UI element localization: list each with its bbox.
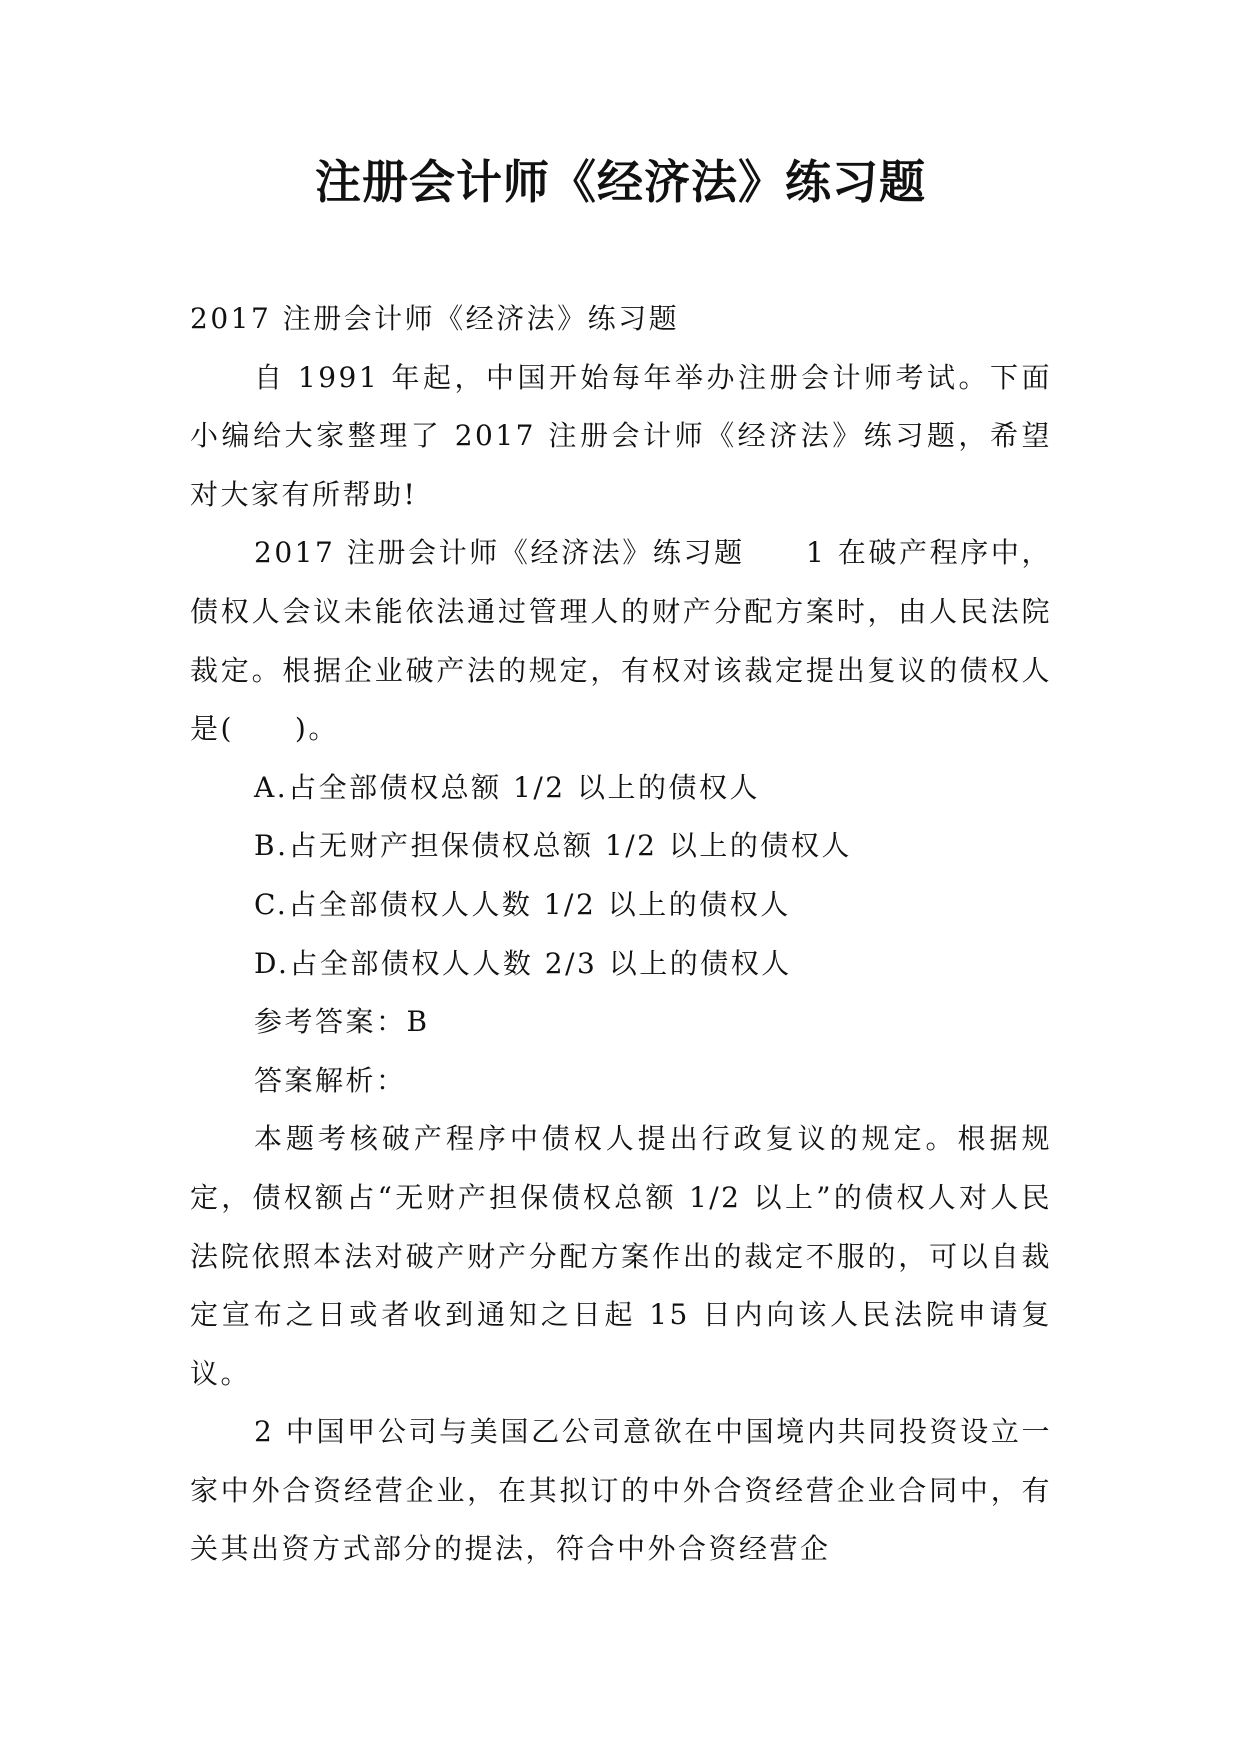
answer-analysis-heading: 答案解析： <box>254 1063 407 1097</box>
option-b: B.占无财产担保债权总额 1/2 以上的债权人 <box>254 829 852 863</box>
reference-answer: 参考答案：B <box>254 1005 430 1039</box>
option-d: D.占全部债权人人数 2/3 以上的债权人 <box>254 946 792 980</box>
document-body <box>190 290 1052 1579</box>
document-subtitle: 2017 注册会计师《经济法》练习题 <box>190 302 680 335</box>
answer-analysis-paragraph: 本题考核破产程序中债权人提出行政复议的规定。根据规定，债权额占“无财产担保债权总额 1/2 以上”的债权人对人民法院依照本法对破产财产分配方案作出的裁定不服的，可以自裁定宣布之日或者收到通知之日起 15 日内向该人民法院申请复议。 <box>190 1122 1052 1390</box>
question-1-paragraph: 2017 注册会计师《经济法》练习题 1 在破产程序中，债权人会议未能依法通过管理人的财产分配方案时，由人民法院裁定。根据企业破产法的规定，有权对该裁定提出复议的债权人是( )。 <box>190 536 1052 746</box>
question-2-paragraph: 2 中国甲公司与美国乙公司意欲在中国境内共同投资设立一家中外合资经营企业，在其拟订的中外合资经营企业合同中，有关其出资方式部分的提法，符合中外合资经营企 <box>190 1415 1052 1566</box>
document-title: 注册会计师《经济法》练习题 <box>315 155 926 209</box>
option-c: C.占全部债权人人数 1/2 以上的债权人 <box>254 887 791 921</box>
intro-paragraph: 自 1991 年起，中国开始每年举办注册会计师考试。下面小编给大家整理了 2017 注册会计师《经济法》练习题，希望对大家有所帮助! <box>190 360 1052 511</box>
option-a: A.占全部债权总额 1/2 以上的债权人 <box>254 770 760 804</box>
